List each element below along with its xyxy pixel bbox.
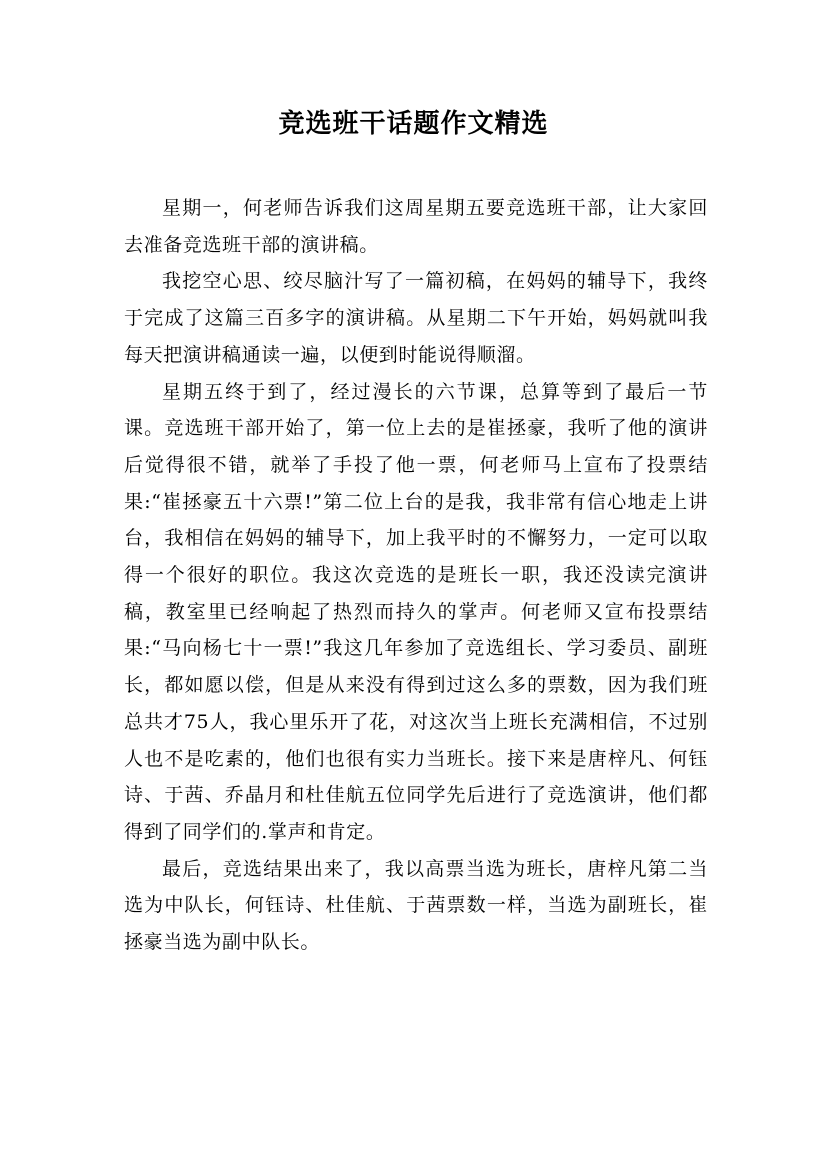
document-body <box>124 190 708 961</box>
paragraph-4: 最后，竞选结果出来了，我以高票当选为班长，唐梓凡第二当选为中队长，何钰诗、杜佳航、于茜票数一样，当选为副班长，崔拯豪当选为副中队长。 <box>124 857 708 954</box>
paragraph-3: 星期五终于到了，经过漫长的六节课，总算等到了最后一节课。竞选班干部开始了，第一位上去的是崔拯豪，我听了他的演讲后觉得很不错，就举了手投了他一票，何老师马上宣布了投票结果:“崔拯豪五十六票!”第二位上台的是我，我非常有信心地走上讲台，我相信在妈妈的辅导下，加上我平时的不懈努力，一定可以取得一个很好的职位。我这次竞选的是班长一职，我还没读完演讲稿，教室里已经响起了热烈而持久的掌声。何老师又宣布投票结果:“马向杨七十一票!”我这几年参加了竞选组长、学习委员、副班长，都如愿以偿，但是从来没有得到过这么多的票数，因为我们班总共才75人，我心里乐开了花，对这次当上班长充满相信，不过别人也不是吃素的，他们也很有实力当班长。接下来是唐梓凡、何钰诗、于茜、乔晶月和杜佳航五位同学先后进行了竞选演讲，他们都得到了同学们的.掌声和肯定。 <box>124 380 708 843</box>
paragraph-2: 我挖空心思、绞尽脑汁写了一篇初稿，在妈妈的辅导下，我终于完成了这篇三百多字的演讲稿。从星期二下午开始，妈妈就叫我每天把演讲稿通读一遍，以便到时能说得顺溜。 <box>124 270 708 366</box>
paragraph-1: 星期一，何老师告诉我们这周星期五要竞选班干部，让大家回去准备竞选班干部的演讲稿。 <box>124 197 708 256</box>
document-title: 竞选班干话题作文精选 <box>278 109 549 139</box>
